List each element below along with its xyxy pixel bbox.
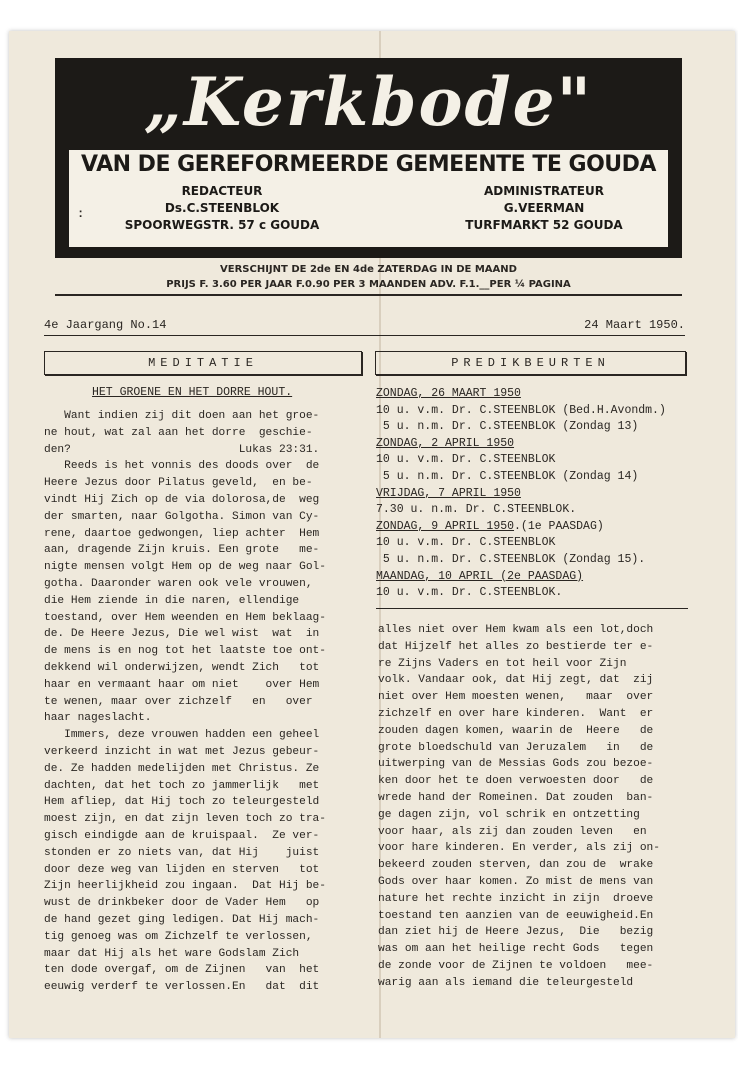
meditatie-line: eeuwig verderf te verlossen.En dat dit [44,981,320,994]
service-day [376,386,666,403]
continuation-line: zouden dagen komen, waarin de Heere de [378,724,654,737]
meditatie-line: verkeerd inzicht in wat met Jezus gebeur- [44,745,320,758]
continuation-line: bekeerd zouden sterven, dan zou de wrake [378,859,654,872]
issue-number: 4e Jaargang No.14 [44,318,167,332]
meditatie-line: de. Ze hadden medelijden met Christus. Ze [44,762,320,775]
meditatie-line: rene, daartoe gedwongen, liep achter Hem [44,527,320,540]
issue-date: 24 Maart 1950. [584,318,685,332]
schedule-rule [376,608,688,609]
continuation-line: grote bloedschuld van Jeruzalem in de [378,741,654,754]
administrator-address: TURFMARKT 52 GOUDA [465,218,623,232]
service-day [376,436,666,453]
meditatie-line: haar nageslacht. [44,712,152,725]
editor-address: SPOORWEGSTR. 57 c GOUDA [124,218,320,232]
continuation-line: ken door het te doen verwoesten door de [378,775,654,788]
masthead-title: „Kerkbode" [143,63,594,141]
meditatie-line: Reeds is het vonnis des doods over de [44,460,320,473]
service-time: 10 u. v.m. Dr. C.STEENBLOK. [376,586,563,600]
service-time: 10 u. v.m. Dr. C.STEENBLOK [376,536,556,550]
meditatie-line: gisch eindigde aan de kruispaal. Ze ver- [44,829,320,842]
service-time: 7.30 u. n.m. Dr. C.STEENBLOK. [376,503,577,517]
service-time: 5 u. n.m. Dr. C.STEENBLOK (Zondag 13) [376,420,639,434]
meditatie-header: MEDITATIE [44,351,362,375]
bullet-mark: : [77,207,85,221]
masthead-info-panel [69,150,668,247]
publication-line: VERSCHIJNT DE 2de EN 4de ZATERDAG IN DE MAAND [220,264,517,275]
meditatie-line: de. De Heere Jezus, Die wel wist wat in [44,628,320,641]
meditatie-heading: HET GROENE EN HET DORRE HOUT. [92,386,293,399]
continuation-line: voor hare kinderen. En verder, als zij on- [378,842,660,855]
continuation-line: uitwerping van de Messias Gods zou bezoe- [378,758,654,771]
service-day-label: MAANDAG, 10 APRIL (2e PAASDAG) [376,569,584,583]
masthead-rule [55,294,682,296]
administrator-block [429,183,659,234]
meditatie-line: nigte mensen volgt Hem op de weg naar Gol- [44,561,326,574]
meditatie-line: aan, dragende Zijn kruis. Een grote me- [44,544,320,557]
meditatie-line: door deze weg van lijden en sterven tot [44,863,320,876]
continuation-line: volk. Vandaar ook, dat Hij zegt, dat zij [378,674,654,687]
meditatie-line: wust de drinkbeker door de Vader Hem op [44,897,320,910]
continuation-line: nature het rechte inzicht in zijn droeve [378,892,654,905]
meditatie-line: toestand, over Hem weenden en Hem beklaag- [44,611,326,624]
continuation-line: dan ziet hij de Heere Jezus, Die bezig [378,926,654,939]
service-day-label: ZONDAG, 26 MAART 1950 [376,387,521,400]
service-time: 10 u. v.m. Dr. C.STEENBLOK (Bed.H.Avondm.) [376,403,666,417]
meditatie-line: haar en vermaant haar om niet over Hem [44,678,320,691]
service-day [376,519,666,536]
masthead-subtitle: VAN DE GEREFORMEERDE GEMEENTE TE GOUDA [81,152,656,177]
continuation-line: re Zijns Vaders en tot heil voor Zijn [378,657,627,670]
service-day-label: ZONDAG, 9 APRIL 1950 [376,519,515,533]
service-day [376,486,666,503]
continuation-line: warig aan als iemand die teleurgesteld [378,976,634,989]
meditatie-line: Heere Jezus door Pilatus geveld, en be- [44,477,313,490]
administrator-role: ADMINISTRATEUR [484,184,604,198]
meditatie-line: dachten, dat het toch zo jammerlijk met [44,779,320,792]
service-day-label: ZONDAG, 2 APRIL 1950 [376,436,515,450]
continuation-line: Gods over haar komen. Zo mist de mens van [378,875,654,888]
service-time: 10 u. v.m. Dr. C.STEENBLOK [376,453,556,467]
continuation-line: alles niet over Hem kwam als een lot,doch [378,624,654,636]
continuation-text [378,622,660,992]
meditatie-line: der smarten, naar Golgotha. Simon van Cy- [44,510,320,523]
service-day-suffix: .(1e PAASDAG) [514,519,604,533]
service-day-label: VRIJDAG, 7 APRIL 1950 [376,486,521,500]
service-time: 5 u. n.m. Dr. C.STEENBLOK (Zondag 14) [376,469,639,483]
meditatie-line: de mens is en nog tot het laatste toe ont- [44,645,326,658]
meditatie-line: de hand gezet ging ledigen. Dat Hij mach- [44,913,320,926]
meditatie-line: den? Lukas 23:31. [44,443,320,456]
masthead [55,58,682,258]
meditatie-line: Hem afliep, dat Hij toch zo teleurgesteld [44,796,320,809]
meditatie-line: stonden er zo niets van, dat Hij juist [44,846,320,859]
meditatie-line: dekkend wil onderwijzen, wendt Zich tot [44,661,320,674]
continuation-line: niet over Hem moesten wenen, maar over [378,691,654,704]
meditatie-line: moest zijn, en dat zijn leven toch zo tra- [44,813,326,826]
meditatie-line: te wenen, maar over zichzelf en over [44,695,313,708]
editor-name: Ds.C.STEENBLOK [164,201,280,215]
meditatie-text [44,408,326,996]
continuation-line: wrede hand der Romeinen. Dat zouden ban- [378,791,654,804]
continuation-line: was om aan het heilige recht Gods tegen [378,943,654,956]
editor-role: REDACTEUR [181,184,263,198]
continuation-line: voor haar, als zij dan zouden leven en [378,825,647,838]
service-schedule [376,386,666,602]
editor-block [97,183,347,234]
predikbeurten-header: PREDIKBEURTEN [375,351,686,375]
administrator-name: G.VEERMAN [503,201,585,215]
meditatie-line: Immers, deze vrouwen hadden een geheel [44,729,320,742]
meditatie-line: Zijn heerlijkheid zou ingaan. Dat Hij be- [44,880,326,893]
meditatie-line: die Hem ziende in die naren, ellendige [44,594,300,607]
continuation-line: ge dagen zijn, vol schrik en ontzetting [378,808,640,821]
meditatie-line: gotha. Daaronder waren ook vele vrouwen, [44,577,313,590]
meditatie-line: vindt Hij Zich op de via dolorosa,de weg [44,493,320,506]
meditatie-line: ten dode overgaf, om de Zijnen van het [44,964,320,977]
meditatie-line: Want indien zij dit doen aan het groe- [44,410,320,422]
price-line: PRIJS F. 3.60 PER JAAR F.0.90 PER 3 MAANDEN ADV. F.1.__PER ¼ PAGINA [166,279,571,290]
continuation-line: de zonde voor de Zijnen te voldoen mee- [378,959,654,972]
continuation-line: toestand ten aanzien van de eeuwigheid.En [378,909,654,922]
meditatie-line: maar dat Hij als het ware Godslam Zich [44,947,300,960]
continuation-line: zichzelf en over hare kinderen. Want er [378,707,654,720]
meditatie-line: tig genoeg was om Zichzelf te verlossen, [44,930,313,943]
continuation-line: dat Hijzelf het alles zo bestierde ter e- [378,640,654,653]
service-day [376,569,666,586]
meditatie-line: ne hout, wat zal aan het dorre geschie- [44,426,313,439]
service-time: 5 u. n.m. Dr. C.STEENBLOK (Zondag 15). [376,552,646,566]
issue-rule [44,335,685,336]
